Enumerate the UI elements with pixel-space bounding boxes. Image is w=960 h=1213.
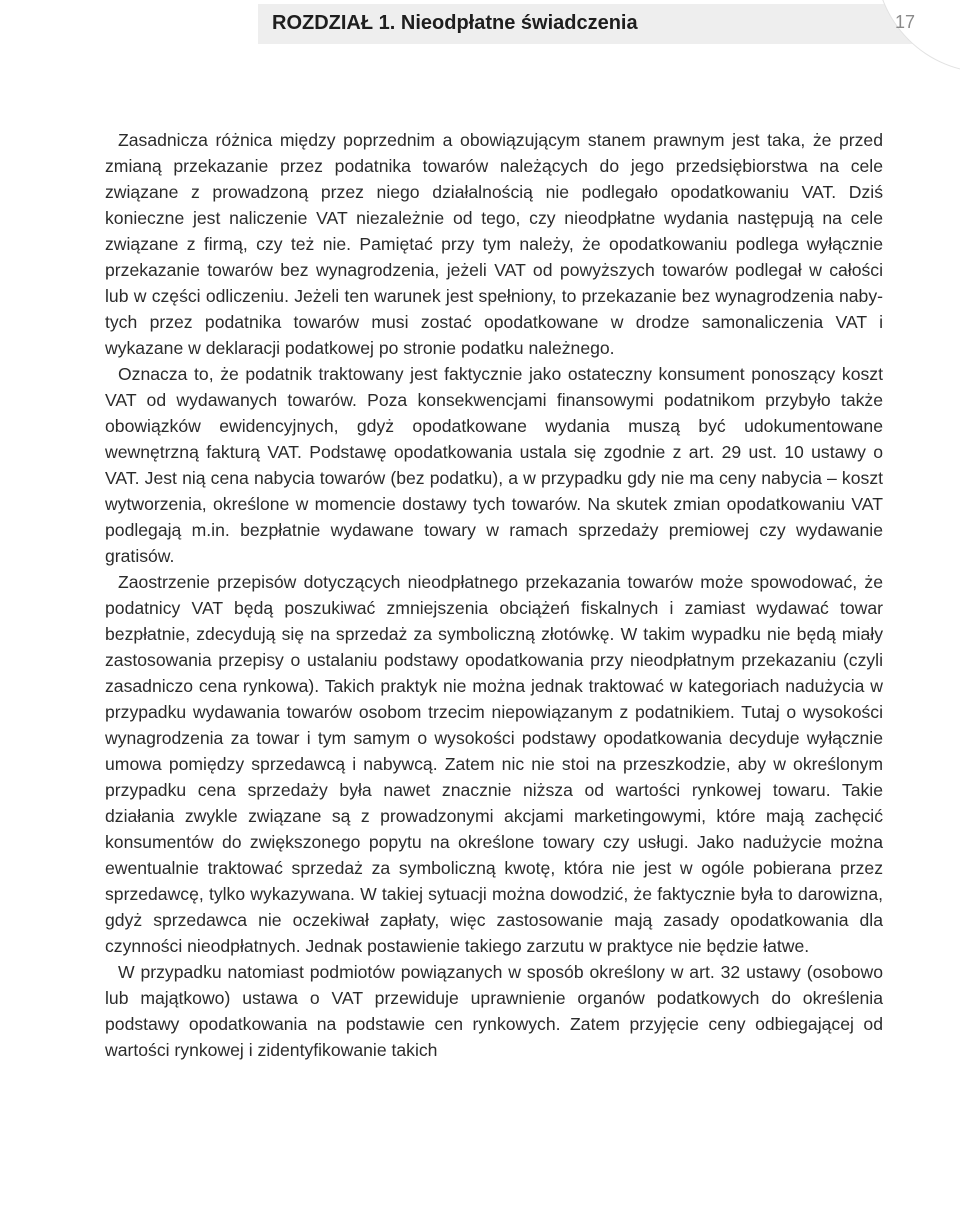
paragraph-3: Zaostrzenie przepisów dotyczących nieodpłatnego przekazania towarów może spowodować, że podatnicy VAT będą poszukiwać zmniejszenia obciążeń fiskalnych i zamiast wydawać towar bezpłatnie, zdecydują się na sprzedaż za symboliczną złotówkę. W takim wypadku nie będą miały zastosowania przepisy o ustalaniu podstawy opodatkowania przy nieodpłatnym przekazaniu (czyli zasadniczo cena rynkowa). Takich praktyk nie można jednak traktować w kategoriach nadużycia w przypadku wydawania towarów osobom trzecim niepowiązanym z podatnikiem. Tutaj o wysokości wynagrodzenia za towar i tym samym o wysokości podstawy opodatkowania decyduje wyłącznie umowa pomiędzy sprzedawcą i nabywcą. Zatem nic nie stoi na przeszkodzie, aby w określonym przypadku cena sprzedaży była nawet znacznie niższa od wartości rynkowej towaru. Takie działania zwykle związane są z prowadzonymi akcjami marketingowymi, które mają zachęcić konsumentów do zwiększonego popytu na określone towary czy usługi. Jako nadużycie można ewentualnie traktować sprzedaż za symboliczną kwotę, która nie jest w ogóle pobierana przez sprzedawcę, tylko wykazywana. W takiej sytuacji można dowodzić, że faktycznie była to darowizna, gdyż sprzedawca nie oczekiwał zapłaty, więc zastosowanie mają zasady opodatkowania dla czynności nieodpłatnych. Jednak postawienie takiego zarzutu w praktyce nie będzie łatwe.	[105, 572, 883, 956]
paragraph-2: Oznacza to, że podatnik traktowany jest faktycznie jako ostateczny konsument ponoszący koszt VAT od wydawanych towarów. Poza konsekwencjami finansowymi podatnikom przybyło także obowiązków ewidencyjnych, gdyż opodatkowane wydania muszą być udokumentowane wewnętrzną fakturą VAT. Podstawę opodatkowania ustala się zgodnie z art. 29 ust. 10 ustawy o VAT. Jest nią cena nabycia towarów (bez podatku), a w przypadku gdy nie ma ceny nabycia – koszt wytworzenia, określone w momencie dostawy tych towarów. Na skutek zmian opodatkowaniu VAT podlegają m.in. bezpłatnie wydawane towary w ramach sprzedaży premiowej czy wydawanie gratisów.	[105, 364, 883, 566]
page-number: 17	[895, 12, 916, 32]
paragraph-4: W przypadku natomiast podmiotów powiązanych w sposób określony w art. 32 ustawy (osobowo lub majątkowo) ustawa o VAT przewiduje uprawnienie organów podatkowych do określenia podstawy opodatkowania na podstawie cen rynkowych. Zatem przyjęcie ceny odbiegającej od wartości rynkowej i zidentyfikowanie takich	[105, 962, 883, 1060]
paragraph-1: Zasadnicza różnica między poprzednim a obowiązującym stanem prawnym jest taka, że przed zmianą przekazanie przez podatnika towarów należących do jego przedsiębiorstwa na cele związane z prowadzoną przez niego działalnością nie podlegało opodatkowaniu VAT. Dziś konieczne jest naliczenie VAT niezależnie od tego, czy nieodpłatne wydania następują na cele związane z firmą, czy też nie. Pamiętać przy tym należy, że opodatkowaniu podlega wyłącznie przekazanie towarów bez wynagrodzenia, jeżeli VAT od powyższych towarów podlegał w całości lub w części odliczeniu. Jeżeli ten warunek jest spełniony, to przekazanie bez wynagrodzenia nabytych przez podatnika towarów musi zostać opodatkowane w drodze samonaliczenia VAT i wykazane w deklaracji podatkowej po stronie podatku należnego.	[105, 130, 883, 358]
chapter-title: ROZDZIAŁ 1. Nieodpłatne świadczenia	[272, 12, 638, 34]
body-text	[105, 127, 883, 1063]
